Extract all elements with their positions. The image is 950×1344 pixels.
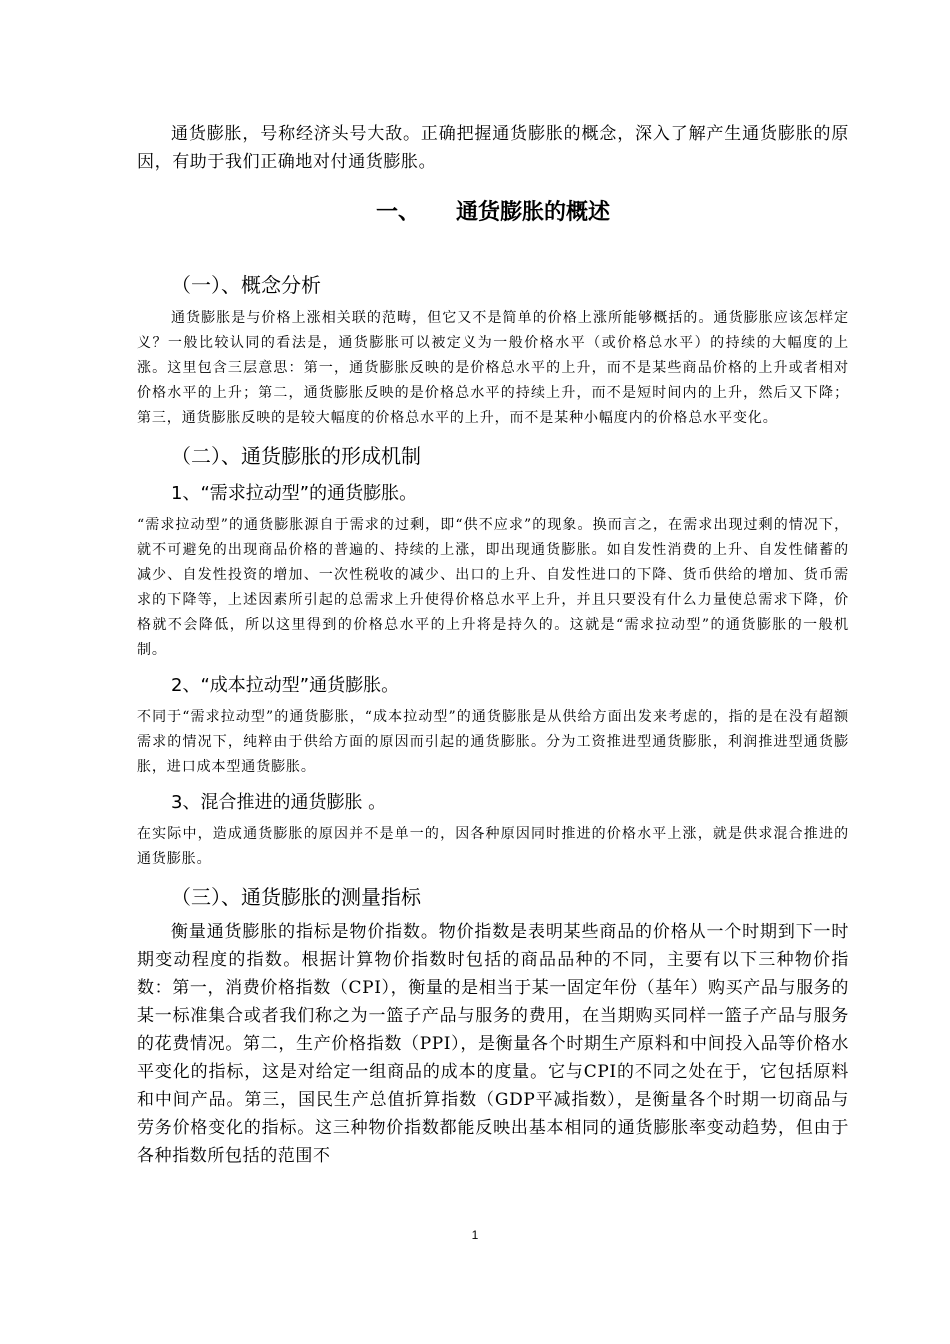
page-number: 1 — [471, 1228, 479, 1242]
item-heading-mixed: 3、混合推进的通货膨胀 。 — [171, 792, 387, 813]
subsection-heading-concept: （一）、概念分析 — [171, 273, 321, 297]
section-heading — [137, 198, 849, 228]
indicators-paragraph: 衡量通货膨胀的指标是物价指数。物价指数是表明某些商品的价格从一个时期到下一时期变动程度的指数。根据计算物价指数时包括的商品品种的不同，主要有以下三种物价指数：第一，消费价格指数（CPI），衡量的是相当于某一固定年份（基年）购买产品与服务的某一标准集合或者我们称之为一篮子产品与服务的费用，在当期购买同样一篮子产品与服务的花费情况。第二，生产价格指数（PPI），是衡量各个时期生产原料和中间投入品等价格水平变化的指标，这是对给定一组商品的成本的度量。它与CPI的不同之处在于，它包括原料和中间产品。第三，国民生产总值折算指数（GDP平减指数），是衡量各个时期一切商品与劳务价格变化的指标。这三种物价指数都能反映出基本相同的通货膨胀率变动趋势，但由于各种指数所包括的范围不 — [137, 922, 849, 1166]
document-page — [137, 120, 849, 1170]
concept-paragraph: 通货膨胀是与价格上涨相关联的范畴，但它又不是简单的价格上涨所能够概括的。通货膨胀应该怎样定义？一般比较认同的看法是，通货膨胀可以被定义为一般价格水平（或价格总水平）的持续的大幅度的上涨。这里包含三层意思：第一，通货膨胀反映的是价格总水平的上升，而不是某些商品价格的上升或者相对价格水平的上升；第二，通货膨胀反映的是价格总水平的持续上升，而不是短时间内的上升，然后又下降；第三，通货膨胀反映的是较大幅度的价格总水平的上升，而不是某种小幅度内的价格总水平变化。 — [137, 310, 849, 426]
item-heading-cost-push: 2、“成本拉动型”通货膨胀。 — [171, 675, 400, 696]
section-title: 通货膨胀的概述 — [456, 200, 611, 225]
demand-pull-paragraph: “需求拉动型”的通货膨胀源自于需求的过剩，即“供不应求”的现象。换而言之，在需求出现过剩的情况下，就不可避免的出现商品价格的普遍的、持续的上涨，即出现通货膨胀。如自发性消费的上升、自发性储蓄的减少、自发性投资的增加、一次性税收的减少、出口的上升、自发性进口的下降、货币供给的增加、货币需求的下降等，上述因素所引起的总需求上升使得价格总水平上升，并且只要没有什么力量使总需求下降，价格就不会降低，所以这里得到的价格总水平的上升将是持久的。这就是“需求拉动型”的通货膨胀的一般机制。 — [137, 517, 849, 658]
subsection-heading-mechanism: （二）、通货膨胀的形成机制 — [171, 444, 421, 468]
intro-paragraph: 通货膨胀，号称经济头号大敌。正确把握通货膨胀的概念，深入了解产生通货膨胀的原因，有助于我们正确地对付通货膨胀。 — [137, 124, 849, 172]
subsection-heading-indicators: （三）、通货膨胀的测量指标 — [171, 885, 421, 909]
item-heading-demand-pull: 1、“需求拉动型”的通货膨胀。 — [171, 483, 418, 504]
section-number: 一、 — [375, 200, 420, 225]
mixed-paragraph: 在实际中，造成通货膨胀的原因并不是单一的，因各种原因同时推进的价格水平上涨，就是供求混合推进的通货膨胀。 — [137, 826, 849, 867]
cost-push-paragraph: 不同于“需求拉动型”的通货膨胀，“成本拉动型”的通货膨胀是从供给方面出发来考虑的，指的是在没有超额需求的情况下，纯粹由于供给方面的原因而引起的通货膨胀。分为工资推进型通货膨胀，利润推进型通货膨胀，进口成本型通货膨胀。 — [137, 709, 849, 775]
